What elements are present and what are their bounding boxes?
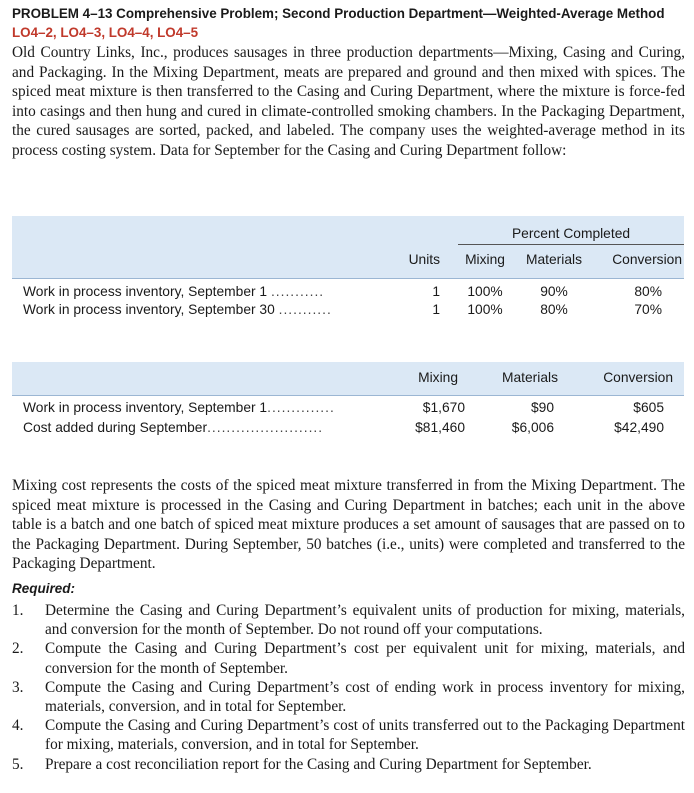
table-header-divider: [12, 278, 684, 279]
cell-units: 1: [432, 284, 440, 299]
column-header-materials: Materials: [526, 252, 582, 267]
cell-mixing: $81,460: [415, 420, 465, 435]
column-header-mixing: Mixing: [465, 252, 505, 267]
dot-leader: ...........: [278, 302, 332, 317]
row-label: Work in process inventory, September 30: [23, 302, 275, 317]
list-item: [12, 678, 685, 716]
item-text: Compute the Casing and Curing Department’s cost per equivalent unit for mixing, materials, and conversion for the month of September.: [45, 640, 685, 677]
learning-objectives: LO4–2, LO4–3, LO4–4, LO4–5: [12, 25, 199, 40]
column-header-materials: Materials: [502, 370, 558, 385]
cell-mixing: 100%: [467, 302, 503, 317]
mixing-cost-paragraph: Mixing cost represents the costs of the spiced meat mixture transferred in from the Mixing Department. The spiced meat mixture is processed in the Casing and Curing Department in batches; each unit in the above table is a batch and one batch of spiced meat mixture produces a set amount of sausages that are passed on to the Packaging Department. During September, 50 batches (i.e., units) were completed and transferred to the Packaging Department.: [12, 477, 685, 573]
row-label: Work in process inventory, September 1: [23, 400, 268, 415]
column-header-mixing: Mixing: [418, 370, 458, 385]
list-item: [12, 716, 685, 754]
item-text: Prepare a cost reconciliation report for the Casing and Curing Department for September.: [45, 755, 592, 773]
item-text: Determine the Casing and Curing Department’s equivalent units of production for mixing, materials, and conversion for the month of September. Do not round off your computations.: [45, 602, 685, 639]
required-list: [12, 601, 685, 774]
item-number: 5.: [12, 755, 24, 773]
required-heading: Required:: [12, 581, 76, 596]
cell-mixing: $1,670: [422, 400, 465, 415]
list-item: [12, 755, 685, 774]
table-header-divider: [12, 395, 684, 396]
percent-completed-table: [12, 216, 684, 326]
item-number: 2.: [12, 640, 24, 658]
column-header-units: Units: [408, 252, 440, 267]
item-text: Compute the Casing and Curing Department’s cost of ending work in process inventory for mixing, materials, conversion, and in total for September.: [45, 678, 685, 716]
item-text: Compute the Casing and Curing Department’s cost of units transferred out to the Packaging Department for mixing, materials, conversion, and in total for September.: [45, 717, 685, 754]
cell-units: 1: [432, 302, 440, 317]
cell-conversion: 70%: [634, 302, 662, 317]
item-number: 1.: [12, 602, 24, 619]
cell-conversion: 80%: [634, 284, 662, 299]
cell-materials: 80%: [540, 302, 568, 317]
cell-conversion: $605: [633, 400, 664, 415]
row-label: Cost added during September: [23, 420, 208, 435]
item-number: 3.: [12, 678, 24, 696]
list-item: [12, 639, 685, 677]
dot-leader: ..............: [267, 400, 335, 415]
intro-paragraph: Old Country Links, Inc., produces sausages in three production departments—Mixing, Casing and Curing, and Packaging. In the Mixing Department, meats are prepared and ground and then mixed with spices. The spiced meat mixture is then transferred to the Casing and Curing Department, where the mixture is force-fed into casings and then hung and cured in climate-controlled smoking chambers. In the Packaging Department, the cured sausages are sorted, packed, and labeled. The company uses the weighted-average method in its process costing system. Data for September for the Casing and Curing Department follow:: [12, 44, 685, 159]
cell-mixing: 100%: [467, 284, 503, 299]
cell-materials: $90: [530, 400, 554, 415]
problem-title: PROBLEM 4–13 Comprehensive Problem; Second Production Department—Weighted-Average Method: [12, 6, 665, 21]
dot-leader: ...........: [270, 284, 325, 299]
dot-leader: ........................: [207, 420, 324, 435]
column-header-conversion: Conversion: [612, 252, 682, 267]
cell-materials: $6,006: [511, 420, 554, 435]
list-item: [12, 601, 685, 639]
column-header-conversion: Conversion: [603, 370, 673, 385]
cell-materials: 90%: [540, 284, 568, 299]
cell-conversion: $42,490: [614, 420, 664, 435]
row-label: Work in process inventory, September 1: [23, 284, 268, 299]
group-header-rule: [458, 244, 684, 245]
group-header-percent-completed: Percent Completed: [511, 226, 631, 241]
item-number: 4.: [12, 717, 24, 735]
cost-data-table: [12, 362, 684, 447]
